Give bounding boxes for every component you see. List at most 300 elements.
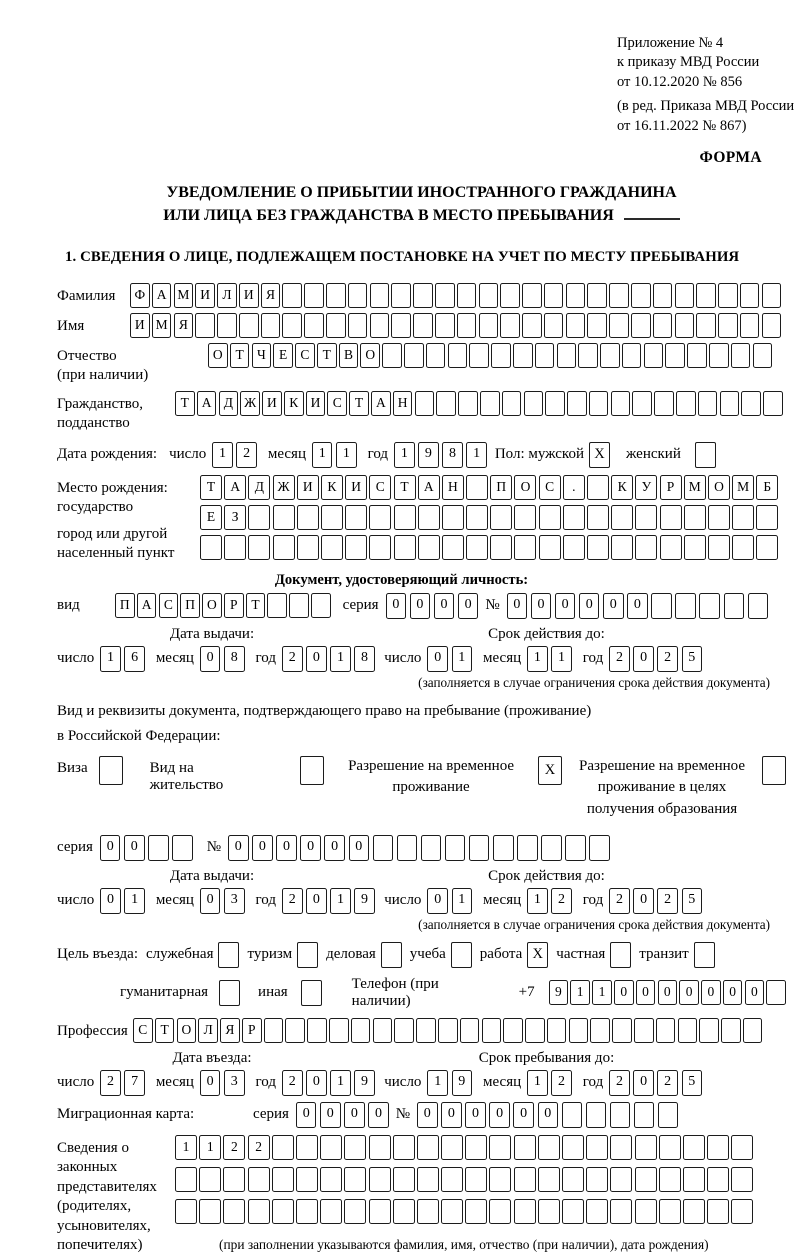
form-cell[interactable]: С (133, 1018, 153, 1043)
form-cell[interactable]: П (180, 593, 200, 618)
form-cell[interactable] (345, 505, 367, 530)
form-cell[interactable] (675, 283, 695, 308)
form-cell[interactable]: 0 (252, 835, 273, 861)
form-cell[interactable]: Л (198, 1018, 218, 1043)
form-cell[interactable] (567, 391, 587, 416)
form-cell[interactable]: 0 (296, 1102, 317, 1128)
form-cell[interactable]: И (297, 475, 319, 500)
form-cell[interactable] (199, 1199, 221, 1224)
permit-expiry-day-cells[interactable] (427, 888, 472, 914)
form-cell[interactable]: П (115, 593, 135, 618)
doc-expiry-month-cells[interactable] (527, 646, 572, 672)
form-cell[interactable] (489, 1135, 511, 1160)
form-cell[interactable]: 9 (418, 442, 439, 468)
form-cell[interactable] (612, 1018, 632, 1043)
form-cell[interactable] (634, 1018, 654, 1043)
form-cell[interactable]: З (224, 505, 246, 530)
form-cell[interactable] (684, 505, 706, 530)
form-cell[interactable] (448, 343, 468, 368)
purpose-official-checkbox[interactable] (218, 942, 239, 968)
form-cell[interactable]: О (177, 1018, 197, 1043)
form-cell[interactable]: 0 (507, 593, 528, 619)
form-cell[interactable] (696, 313, 716, 338)
form-cell[interactable] (217, 313, 237, 338)
form-cell[interactable] (653, 283, 673, 308)
form-cell[interactable] (676, 391, 696, 416)
form-cell[interactable]: 5 (682, 1070, 703, 1096)
form-cell[interactable] (718, 283, 738, 308)
form-cell[interactable] (525, 1018, 545, 1043)
form-cell[interactable]: С (159, 593, 179, 618)
form-cell[interactable]: 2 (282, 888, 303, 914)
purpose-private-checkbox[interactable] (610, 942, 631, 968)
form-cell[interactable] (465, 1135, 487, 1160)
patronymic-cells[interactable] (208, 343, 772, 368)
doc-expiry-year-cells[interactable] (609, 646, 702, 672)
form-cell[interactable] (565, 835, 586, 861)
form-cell[interactable] (547, 1018, 567, 1043)
form-cell[interactable] (513, 343, 533, 368)
form-cell[interactable] (589, 835, 610, 861)
form-cell[interactable] (569, 1018, 589, 1043)
form-cell[interactable] (329, 1018, 349, 1043)
birth-month-cells[interactable] (312, 442, 357, 468)
form-cell[interactable] (632, 391, 652, 416)
form-cell[interactable] (413, 283, 433, 308)
form-cell[interactable] (199, 1167, 221, 1192)
representatives-cells-row3[interactable] (175, 1199, 753, 1224)
form-cell[interactable] (223, 1167, 245, 1192)
form-cell[interactable] (479, 283, 499, 308)
form-cell[interactable] (248, 505, 270, 530)
form-cell[interactable]: Е (200, 505, 222, 530)
form-cell[interactable] (562, 1167, 584, 1192)
form-cell[interactable]: Т (175, 391, 195, 416)
form-cell[interactable] (658, 1102, 679, 1128)
form-cell[interactable]: 0 (324, 835, 345, 861)
form-cell[interactable] (296, 1199, 318, 1224)
form-cell[interactable] (748, 593, 769, 619)
form-cell[interactable] (683, 1167, 705, 1192)
form-cell[interactable] (311, 593, 331, 618)
purpose-transit-checkbox[interactable] (694, 942, 715, 968)
form-cell[interactable] (457, 283, 477, 308)
form-cell[interactable] (635, 505, 657, 530)
form-cell[interactable]: 8 (224, 646, 245, 672)
form-cell[interactable]: 2 (609, 646, 630, 672)
form-cell[interactable]: 0 (531, 593, 552, 619)
form-cell[interactable]: 1 (527, 1070, 548, 1096)
permit-issue-day-cells[interactable] (100, 888, 145, 914)
form-cell[interactable]: М (684, 475, 706, 500)
form-cell[interactable]: 5 (682, 888, 703, 914)
form-cell[interactable] (421, 835, 442, 861)
permit-issue-month-cells[interactable] (200, 888, 245, 914)
form-cell[interactable]: 1 (394, 442, 415, 468)
form-cell[interactable]: 0 (633, 888, 654, 914)
form-cell[interactable]: 1 (330, 646, 351, 672)
form-cell[interactable] (753, 343, 773, 368)
form-cell[interactable] (587, 475, 609, 500)
form-cell[interactable]: 1 (330, 1070, 351, 1096)
form-cell[interactable]: Л (217, 283, 237, 308)
form-cell[interactable] (538, 1135, 560, 1160)
form-cell[interactable]: Н (442, 475, 464, 500)
form-cell[interactable]: С (369, 475, 391, 500)
form-cell[interactable] (457, 313, 477, 338)
form-cell[interactable] (611, 505, 633, 530)
form-cell[interactable] (344, 1135, 366, 1160)
form-cell[interactable] (370, 313, 390, 338)
form-cell[interactable]: С (539, 475, 561, 500)
form-cell[interactable] (538, 1199, 560, 1224)
form-cell[interactable]: 1 (466, 442, 487, 468)
form-cell[interactable]: 8 (354, 646, 375, 672)
form-cell[interactable] (610, 1102, 631, 1128)
form-cell[interactable]: 2 (551, 1070, 572, 1096)
form-cell[interactable]: Б (756, 475, 778, 500)
form-cell[interactable]: К (284, 391, 304, 416)
form-cell[interactable]: У (635, 475, 657, 500)
form-cell[interactable]: 1 (312, 442, 333, 468)
form-cell[interactable] (469, 343, 489, 368)
form-cell[interactable] (622, 343, 642, 368)
permit-expiry-year-cells[interactable] (609, 888, 702, 914)
form-cell[interactable]: 0 (200, 1070, 221, 1096)
representatives-cells-row1[interactable] (175, 1135, 753, 1160)
form-cell[interactable]: А (197, 391, 217, 416)
form-cell[interactable] (267, 593, 287, 618)
form-cell[interactable] (436, 391, 456, 416)
form-cell[interactable] (610, 1199, 632, 1224)
form-cell[interactable] (394, 1018, 414, 1043)
form-cell[interactable]: Д (248, 475, 270, 500)
form-cell[interactable] (272, 1167, 294, 1192)
form-cell[interactable] (587, 535, 609, 560)
form-cell[interactable] (490, 505, 512, 530)
form-cell[interactable]: 3 (224, 1070, 245, 1096)
form-cell[interactable] (304, 313, 324, 338)
form-cell[interactable] (610, 1167, 632, 1192)
form-cell[interactable] (373, 1018, 393, 1043)
form-cell[interactable]: 9 (354, 888, 375, 914)
form-cell[interactable] (321, 535, 343, 560)
form-cell[interactable]: 1 (427, 1070, 448, 1096)
form-cell[interactable] (296, 1135, 318, 1160)
form-cell[interactable] (466, 475, 488, 500)
form-cell[interactable]: 0 (228, 835, 249, 861)
form-cell[interactable] (707, 1199, 729, 1224)
birthplace-cells-row2[interactable] (200, 505, 778, 530)
form-cell[interactable] (514, 505, 536, 530)
form-cell[interactable] (586, 1199, 608, 1224)
form-cell[interactable]: Т (200, 475, 222, 500)
form-cell[interactable] (415, 391, 435, 416)
form-cell[interactable] (609, 283, 629, 308)
form-cell[interactable]: О (208, 343, 228, 368)
form-cell[interactable] (544, 313, 564, 338)
form-cell[interactable]: 1 (592, 980, 612, 1005)
form-cell[interactable] (441, 1135, 463, 1160)
form-cell[interactable] (239, 313, 259, 338)
form-cell[interactable] (660, 505, 682, 530)
stay-month-cells[interactable] (527, 1070, 572, 1096)
form-cell[interactable] (297, 535, 319, 560)
form-cell[interactable] (480, 391, 500, 416)
form-cell[interactable]: О (360, 343, 380, 368)
permit-expiry-month-cells[interactable] (527, 888, 572, 914)
form-cell[interactable] (732, 535, 754, 560)
form-cell[interactable]: 0 (427, 646, 448, 672)
form-cell[interactable] (465, 1167, 487, 1192)
phone-cells[interactable] (549, 980, 786, 1005)
form-cell[interactable] (272, 1135, 294, 1160)
form-cell[interactable]: 5 (682, 646, 703, 672)
doc-expiry-day-cells[interactable] (427, 646, 472, 672)
form-cell[interactable] (282, 313, 302, 338)
form-cell[interactable]: К (321, 475, 343, 500)
form-cell[interactable] (763, 391, 783, 416)
form-cell[interactable]: 0 (344, 1102, 365, 1128)
form-cell[interactable]: 0 (200, 646, 221, 672)
form-cell[interactable] (699, 593, 720, 619)
form-cell[interactable] (696, 283, 716, 308)
form-cell[interactable] (482, 1018, 502, 1043)
form-cell[interactable] (660, 535, 682, 560)
form-cell[interactable] (418, 535, 440, 560)
purpose-business-checkbox[interactable] (381, 942, 402, 968)
form-cell[interactable] (502, 391, 522, 416)
form-cell[interactable]: 0 (555, 593, 576, 619)
form-cell[interactable] (741, 391, 761, 416)
form-cell[interactable]: 1 (336, 442, 357, 468)
form-cell[interactable] (740, 283, 760, 308)
form-cell[interactable] (500, 283, 520, 308)
doc-issue-month-cells[interactable] (200, 646, 245, 672)
form-cell[interactable]: 2 (657, 888, 678, 914)
birth-day-cells[interactable] (212, 442, 257, 468)
form-cell[interactable] (675, 313, 695, 338)
form-cell[interactable] (493, 835, 514, 861)
form-cell[interactable] (413, 313, 433, 338)
form-cell[interactable] (566, 283, 586, 308)
form-cell[interactable]: Ф (130, 283, 150, 308)
form-cell[interactable]: 1 (199, 1135, 221, 1160)
form-cell[interactable] (175, 1167, 197, 1192)
form-cell[interactable]: Д (219, 391, 239, 416)
form-cell[interactable]: 0 (200, 888, 221, 914)
form-cell[interactable] (514, 1199, 536, 1224)
form-cell[interactable]: 0 (427, 888, 448, 914)
form-cell[interactable] (731, 1135, 753, 1160)
form-cell[interactable] (404, 343, 424, 368)
form-cell[interactable] (289, 593, 309, 618)
form-cell[interactable] (766, 980, 786, 1005)
form-cell[interactable] (731, 1167, 753, 1192)
purpose-humanitarian-checkbox[interactable] (219, 980, 240, 1006)
form-cell[interactable]: 0 (723, 980, 743, 1005)
form-cell[interactable]: 0 (368, 1102, 389, 1128)
form-cell[interactable]: 0 (627, 593, 648, 619)
form-cell[interactable] (514, 1167, 536, 1192)
form-cell[interactable] (631, 283, 651, 308)
form-cell[interactable]: 0 (538, 1102, 559, 1128)
form-cell[interactable]: 1 (527, 888, 548, 914)
sex-female-checkbox[interactable] (695, 442, 716, 468)
form-cell[interactable] (724, 593, 745, 619)
form-cell[interactable] (743, 1018, 763, 1043)
form-cell[interactable]: 0 (100, 835, 121, 861)
form-cell[interactable] (707, 1135, 729, 1160)
form-cell[interactable] (175, 1199, 197, 1224)
form-cell[interactable] (687, 343, 707, 368)
form-cell[interactable] (344, 1199, 366, 1224)
form-cell[interactable]: И (262, 391, 282, 416)
form-cell[interactable] (466, 505, 488, 530)
form-cell[interactable] (656, 1018, 676, 1043)
permit-issue-year-cells[interactable] (282, 888, 375, 914)
form-cell[interactable] (709, 343, 729, 368)
form-cell[interactable] (545, 391, 565, 416)
form-cell[interactable] (326, 313, 346, 338)
form-cell[interactable]: О (708, 475, 730, 500)
representatives-cells-row2[interactable] (175, 1167, 753, 1192)
form-cell[interactable] (223, 1199, 245, 1224)
form-cell[interactable]: 1 (570, 980, 590, 1005)
form-cell[interactable] (699, 1018, 719, 1043)
form-cell[interactable] (148, 835, 169, 861)
form-cell[interactable]: 0 (633, 646, 654, 672)
citizenship-cells[interactable] (175, 391, 783, 416)
form-cell[interactable] (285, 1018, 305, 1043)
form-cell[interactable] (659, 1199, 681, 1224)
form-cell[interactable] (708, 505, 730, 530)
form-cell[interactable] (683, 1135, 705, 1160)
form-cell[interactable]: Е (273, 343, 293, 368)
form-cell[interactable] (514, 1135, 536, 1160)
form-cell[interactable]: 0 (124, 835, 145, 861)
form-cell[interactable]: Т (230, 343, 250, 368)
stay-year-cells[interactable] (609, 1070, 702, 1096)
form-cell[interactable]: Т (349, 391, 369, 416)
form-cell[interactable] (563, 505, 585, 530)
form-cell[interactable]: 2 (282, 1070, 303, 1096)
form-cell[interactable] (272, 1199, 294, 1224)
form-cell[interactable] (678, 1018, 698, 1043)
form-cell[interactable] (659, 1167, 681, 1192)
form-cell[interactable] (393, 1135, 415, 1160)
form-cell[interactable]: 0 (679, 980, 699, 1005)
form-cell[interactable]: 1 (175, 1135, 197, 1160)
form-cell[interactable] (654, 391, 674, 416)
form-cell[interactable]: 3 (224, 888, 245, 914)
permit-series-cells[interactable] (100, 835, 193, 861)
form-cell[interactable] (297, 505, 319, 530)
temp-residence-edu-checkbox[interactable] (762, 756, 786, 785)
form-cell[interactable]: 2 (657, 646, 678, 672)
form-cell[interactable]: 8 (442, 442, 463, 468)
form-cell[interactable] (417, 1199, 439, 1224)
form-cell[interactable]: 0 (300, 835, 321, 861)
form-cell[interactable] (731, 343, 751, 368)
form-cell[interactable] (762, 283, 782, 308)
purpose-other-checkbox[interactable] (301, 980, 322, 1006)
form-cell[interactable]: 0 (489, 1102, 510, 1128)
form-cell[interactable]: 1 (100, 646, 121, 672)
form-cell[interactable]: 2 (282, 646, 303, 672)
form-cell[interactable] (718, 313, 738, 338)
form-cell[interactable] (635, 1135, 657, 1160)
form-cell[interactable] (369, 1199, 391, 1224)
stay-day-cells[interactable] (427, 1070, 472, 1096)
birthplace-cells-row1[interactable] (200, 475, 778, 500)
doc-issue-year-cells[interactable] (282, 646, 375, 672)
form-cell[interactable] (307, 1018, 327, 1043)
form-cell[interactable] (635, 535, 657, 560)
form-cell[interactable]: 1 (452, 888, 473, 914)
form-cell[interactable]: 0 (701, 980, 721, 1005)
form-cell[interactable]: 2 (609, 1070, 630, 1096)
form-cell[interactable] (539, 535, 561, 560)
form-cell[interactable] (296, 1167, 318, 1192)
form-cell[interactable] (344, 1167, 366, 1192)
sex-male-checkbox[interactable]: X (589, 442, 610, 468)
form-cell[interactable]: 1 (330, 888, 351, 914)
form-cell[interactable]: Ж (240, 391, 260, 416)
form-cell[interactable] (756, 535, 778, 560)
form-cell[interactable]: А (418, 475, 440, 500)
form-cell[interactable] (610, 1135, 632, 1160)
form-cell[interactable] (665, 343, 685, 368)
form-cell[interactable]: 2 (236, 442, 257, 468)
form-cell[interactable]: 0 (458, 593, 479, 619)
birth-year-cells[interactable] (394, 442, 487, 468)
form-cell[interactable] (418, 505, 440, 530)
migration-number-cells[interactable] (417, 1102, 678, 1128)
form-cell[interactable] (756, 505, 778, 530)
form-cell[interactable] (351, 1018, 371, 1043)
form-cell[interactable] (248, 1199, 270, 1224)
form-cell[interactable]: 0 (410, 593, 431, 619)
form-cell[interactable]: Я (220, 1018, 240, 1043)
form-cell[interactable] (469, 835, 490, 861)
form-cell[interactable]: 0 (603, 593, 624, 619)
form-cell[interactable] (611, 391, 631, 416)
form-cell[interactable] (708, 535, 730, 560)
form-cell[interactable] (426, 343, 446, 368)
form-cell[interactable] (442, 505, 464, 530)
form-cell[interactable] (264, 1018, 284, 1043)
form-cell[interactable] (224, 535, 246, 560)
form-cell[interactable]: . (563, 475, 585, 500)
form-cell[interactable] (394, 535, 416, 560)
form-cell[interactable]: М (732, 475, 754, 500)
form-cell[interactable]: А (224, 475, 246, 500)
form-cell[interactable]: И (130, 313, 150, 338)
form-cell[interactable] (489, 1199, 511, 1224)
form-cell[interactable] (393, 1167, 415, 1192)
form-cell[interactable] (651, 593, 672, 619)
migration-series-cells[interactable] (296, 1102, 389, 1128)
form-cell[interactable]: 0 (306, 646, 327, 672)
form-cell[interactable]: 2 (551, 888, 572, 914)
form-cell[interactable] (382, 343, 402, 368)
form-cell[interactable]: 0 (614, 980, 634, 1005)
form-cell[interactable] (698, 391, 718, 416)
form-cell[interactable]: С (327, 391, 347, 416)
form-cell[interactable] (586, 1167, 608, 1192)
form-cell[interactable]: 0 (745, 980, 765, 1005)
